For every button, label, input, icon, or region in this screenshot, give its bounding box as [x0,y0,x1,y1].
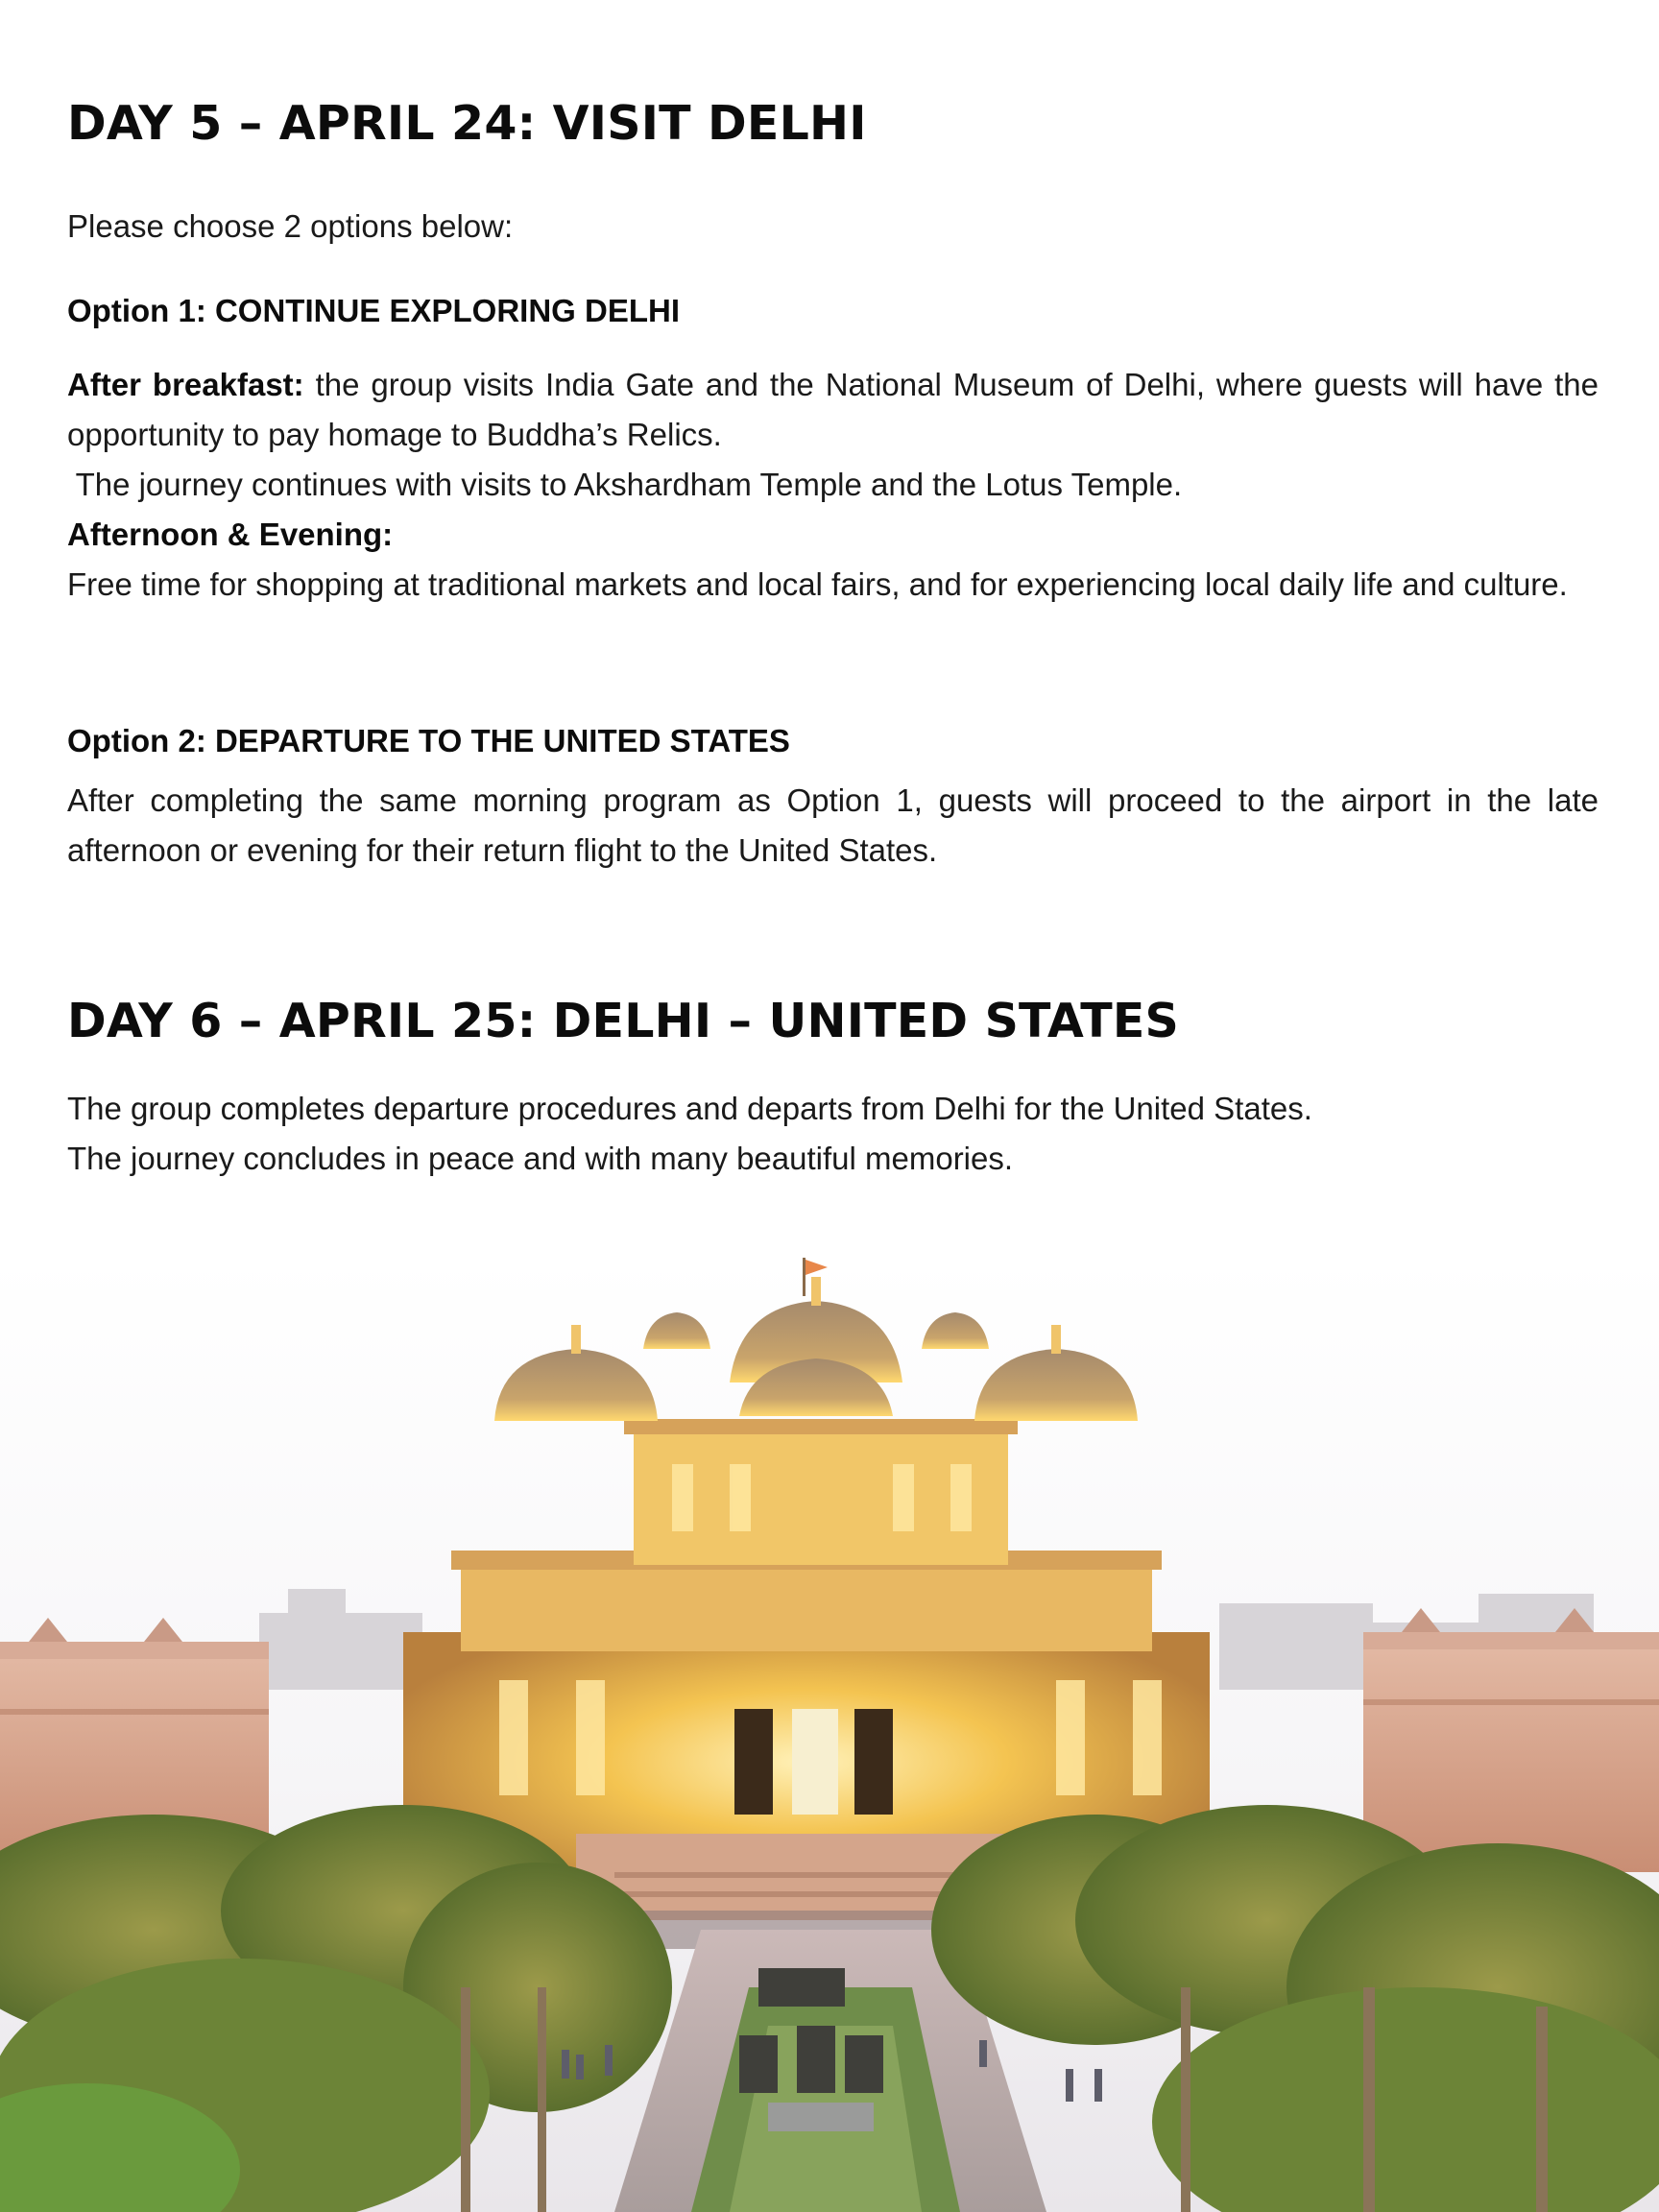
option2-heading: Option 2: DEPARTURE TO THE UNITED STATES [67,723,790,758]
day5-intro: Please choose 2 options below: [67,208,514,244]
option1-description [67,360,1599,610]
option1-heading: Option 1: CONTINUE EXPLORING DELHI [67,293,681,328]
day6-line2: The journey concludes in peace and with many beautiful memories. [67,1141,1014,1176]
day6-heading: DAY 6 – APRIL 25: DELHI – UNITED STATES [67,994,1179,1048]
breakfast-text: the group visits India Gate and the National Museum of Delhi, where guests will have the opportunity to pay homage to Buddha’s Relics. [67,367,1599,452]
breakfast-label: After breakfast: [67,367,304,402]
continue-text: The journey continues with visits to Akshardham Temple and the Lotus Temple. [67,467,1183,502]
afternoon-label: Afternoon & Evening: [67,517,394,552]
day6-line1: The group completes departure procedures and departs from Delhi for the United States. [67,1091,1312,1126]
side-wing-right [1363,1608,1659,1872]
day6-text [67,1084,1599,1184]
akshardham-temple-photo [0,1258,1659,2212]
afternoon-text: Free time for shopping at traditional markets and local fairs, and for experiencing local daily life and culture. [67,566,1568,602]
day5-heading: DAY 5 – APRIL 24: VISIT DELHI [67,96,867,151]
option2-text: After completing the same morning program as Option 1, guests will proceed to the airport in the late afternoon or evening for their return flight to the United States. [67,782,1599,868]
